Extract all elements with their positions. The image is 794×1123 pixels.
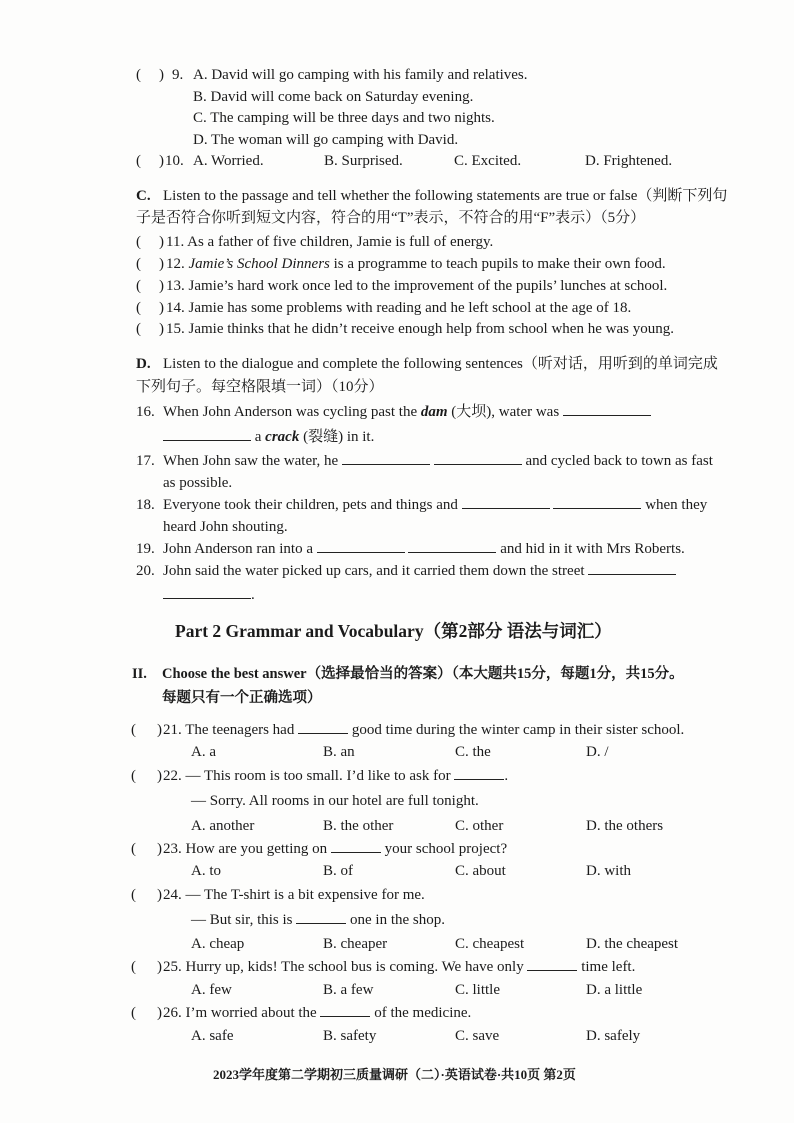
answer-blank — [454, 767, 504, 780]
option-c: C. little — [455, 982, 500, 998]
option-d: D. The woman will go camping with David. — [193, 132, 459, 148]
option-b: B. a few — [323, 982, 374, 998]
question-stem — [163, 1003, 471, 1023]
question-number: 11. — [166, 234, 185, 250]
question-13 — [0, 276, 794, 296]
question-23 — [0, 839, 794, 859]
answer-bracket-close: ) — [159, 153, 164, 169]
question-19 — [0, 539, 794, 559]
section-instruction: 下列句子。每空格限填一词）（10分） — [136, 379, 384, 395]
answer-bracket-open: ( — [131, 959, 136, 975]
question-number: 26. — [163, 1005, 182, 1021]
question-number: 20. — [136, 563, 155, 579]
question-22-reply — [0, 791, 794, 811]
answer-bracket-close: ) — [159, 321, 164, 337]
section-ii-heading-cont — [0, 688, 794, 708]
question-25 — [0, 957, 794, 977]
question-18-cont — [0, 517, 794, 537]
answer-bracket-close: ) — [157, 1005, 162, 1021]
answer-blank — [163, 586, 251, 599]
answer-bracket-open: ( — [131, 768, 136, 784]
answer-bracket-open: ( — [131, 841, 136, 857]
sentence-text: as possible. — [163, 475, 233, 491]
answer-bracket-open: ( — [136, 153, 141, 169]
statement — [166, 276, 667, 296]
answer-bracket-open: ( — [131, 887, 136, 903]
answer-blank — [296, 911, 346, 924]
sentence-text: when they — [645, 497, 708, 513]
answer-bracket-close: ) — [159, 256, 164, 272]
question-22-options — [0, 816, 794, 836]
question-21-options — [0, 742, 794, 762]
question-number: 9. — [172, 67, 184, 83]
option-a: A. another — [191, 818, 255, 834]
sentence-text: heard John shouting. — [163, 519, 288, 535]
section-label: C. — [136, 188, 151, 204]
section-instruction: Choose the best answer（选择最恰当的答案）（本大题共15分，每题1分，共15分。 — [162, 666, 684, 682]
sentence-text: and hid in it with Mrs Roberts. — [500, 541, 685, 557]
stem-text: good time during the winter camp in their sister school. — [351, 722, 685, 738]
answer-bracket-close: ) — [159, 300, 164, 316]
sentence-text: When John saw the water, he — [163, 453, 339, 469]
option-c: C. about — [455, 863, 506, 879]
option-a: A. safe — [191, 1028, 234, 1044]
section-d-heading — [0, 354, 794, 374]
question-17-cont — [0, 473, 794, 493]
question-stem — [163, 885, 425, 905]
answer-blank — [331, 840, 381, 853]
question-number: 16. — [136, 404, 155, 420]
stem-text: I’m worried about the — [185, 1005, 317, 1021]
sentence-text: John said the water picked up cars, and it carried them down the street — [163, 563, 585, 579]
statement-text: As a father of five children, Jamie is full of energy. — [187, 234, 494, 250]
section-label: D. — [136, 356, 151, 372]
stem-text: time left. — [581, 959, 636, 975]
answer-bracket-open: ( — [131, 722, 136, 738]
sentence-text: John Anderson ran into a — [163, 541, 313, 557]
key-term: dam — [420, 404, 448, 420]
option-c: C. the — [455, 744, 491, 760]
section-label: II. — [132, 666, 147, 682]
sentence — [163, 539, 685, 559]
section-instruction: 每题只有一个正确选项） — [162, 690, 322, 706]
part-2-heading — [0, 620, 794, 642]
answer-bracket-close: ) — [159, 234, 164, 250]
question-20-cont — [0, 585, 794, 605]
sentence — [163, 585, 255, 605]
question-number: 25. — [163, 959, 182, 975]
option-a: A. David will go camping with his family and relatives. — [193, 67, 528, 83]
question-number: 13. — [166, 278, 185, 294]
question-24-options — [0, 934, 794, 954]
answer-bracket-open: ( — [136, 67, 141, 83]
option-c: C. save — [455, 1028, 500, 1044]
sentence-text: a — [254, 429, 266, 445]
question-number: 12. — [166, 256, 185, 272]
option-c: C. The camping will be three days and two nights. — [193, 110, 495, 126]
question-number: 14. — [166, 300, 185, 316]
stem-text: Hurry up, kids! The school bus is coming. We have only — [185, 959, 524, 975]
question-stem — [163, 839, 507, 859]
answer-bracket-close: ) — [157, 768, 162, 784]
answer-blank — [563, 403, 651, 416]
answer-bracket-open: ( — [136, 234, 141, 250]
option-a: A. cheap — [191, 936, 245, 952]
option-b: B. Surprised. — [324, 153, 403, 169]
answer-bracket-open: ( — [136, 256, 141, 272]
statement-text: Jamie thinks that he didn’t receive enough help from school when he was young. — [188, 321, 674, 337]
option-d: D. a little — [586, 982, 643, 998]
sentence-text: (大坝), water was — [451, 404, 560, 420]
reply-text: — But sir, this is — [191, 912, 293, 928]
question-10 — [0, 151, 794, 171]
question-24 — [0, 885, 794, 905]
question-25-options — [0, 980, 794, 1000]
option-a: A. to — [191, 863, 221, 879]
option-d: D. Frightened. — [585, 153, 673, 169]
option-c: C. Excited. — [454, 153, 522, 169]
question-15 — [0, 319, 794, 339]
answer-blank — [408, 540, 496, 553]
question-23-options — [0, 861, 794, 881]
section-c-heading — [0, 186, 794, 206]
sentence — [163, 402, 651, 422]
question-16-cont — [0, 427, 794, 447]
statement — [166, 298, 631, 318]
answer-bracket-open: ( — [136, 321, 141, 337]
answer-blank — [588, 562, 676, 575]
question-14 — [0, 298, 794, 318]
question-22 — [0, 766, 794, 786]
option-d: D. with — [586, 863, 631, 879]
stem-text: The teenagers had — [185, 722, 295, 738]
stem-text: How are you getting on — [185, 841, 328, 857]
question-number: 18. — [136, 497, 155, 513]
statement — [166, 254, 666, 274]
option-d: D. / — [586, 744, 609, 760]
sentence-text: When John Anderson was cycling past the — [163, 404, 418, 420]
answer-blank — [342, 452, 430, 465]
statement-text: is a programme to teach pupils to make their own food. — [329, 256, 666, 272]
section-instruction: Listen to the passage and tell whether the following statements are true or false（判断下列句 — [163, 188, 728, 204]
page-footer — [0, 1065, 794, 1085]
sentence-text: and cycled back to town as fast — [525, 453, 713, 469]
answer-bracket-close: ) — [159, 67, 164, 83]
option-b: B. safety — [323, 1028, 377, 1044]
question-stem — [163, 720, 684, 740]
option-d: D. safely — [586, 1028, 641, 1044]
question-17 — [0, 451, 794, 471]
question-21 — [0, 720, 794, 740]
answer-blank — [163, 428, 251, 441]
stem-text: your school project? — [384, 841, 508, 857]
question-26 — [0, 1003, 794, 1023]
answer-bracket-close: ) — [159, 278, 164, 294]
option-a: A. few — [191, 982, 232, 998]
option-b: B. the other — [323, 818, 394, 834]
option-d: D. the cheapest — [586, 936, 679, 952]
answer-bracket-close: ) — [157, 959, 162, 975]
reply-text: one in the shop. — [350, 912, 445, 928]
answer-blank — [320, 1004, 370, 1017]
section-ii-heading — [0, 664, 794, 684]
question-number: 19. — [136, 541, 155, 557]
answer-bracket-open: ( — [131, 1005, 136, 1021]
answer-blank — [462, 496, 550, 509]
dialogue-reply — [191, 910, 445, 930]
question-16 — [0, 402, 794, 422]
stem-text: — This room is too small. I’d like to ask for — [185, 768, 451, 784]
question-stem — [163, 957, 635, 977]
question-26-options — [0, 1026, 794, 1046]
question-number: 22. — [163, 768, 182, 784]
answer-bracket-open: ( — [136, 300, 141, 316]
sentence-text: . — [251, 587, 255, 603]
sentence-text: (裂缝) in it. — [299, 429, 375, 445]
section-d-heading-cont — [0, 377, 794, 397]
question-24-reply — [0, 910, 794, 930]
statement — [166, 319, 674, 339]
sentence — [163, 427, 374, 447]
section-instruction: 子是否符合你听到短文内容，符合的用“T”表示，不符合的用“F”表示）（5分） — [136, 210, 646, 226]
answer-bracket-close: ) — [157, 722, 162, 738]
option-b: B. of — [323, 863, 353, 879]
question-number: 17. — [136, 453, 155, 469]
answer-blank — [317, 540, 405, 553]
option-c: C. other — [455, 818, 504, 834]
stem-text: of the medicine. — [374, 1005, 472, 1021]
question-number: 24. — [163, 887, 182, 903]
option-d: D. the others — [586, 818, 664, 834]
answer-blank — [298, 721, 348, 734]
dialogue-reply: — Sorry. All rooms in our hotel are full tonight. — [191, 793, 479, 809]
statement-text: Jamie has some problems with reading and he left school at the age of 18. — [188, 300, 632, 316]
sentence — [163, 495, 707, 515]
question-number: 10. — [165, 153, 184, 169]
question-9-option-row — [0, 108, 794, 128]
stem-text: — The T-shirt is a bit expensive for me. — [185, 887, 425, 903]
footer-text: 2023学年度第二学期初三质量调研（二）·英语试卷·共10页 第2页 — [213, 1067, 576, 1082]
option-b: B. David will come back on Saturday evening. — [193, 89, 474, 105]
question-9-option-row — [0, 87, 794, 107]
question-number: 23. — [163, 841, 182, 857]
programme-title: Jamie’s School Dinners — [188, 256, 330, 272]
question-9-option-row — [0, 130, 794, 150]
sentence — [163, 561, 676, 581]
option-a: A. a — [191, 744, 216, 760]
question-9 — [0, 65, 794, 85]
key-term: crack — [265, 429, 300, 445]
question-stem — [163, 766, 508, 786]
stem-text: . — [504, 768, 509, 784]
option-b: B. cheaper — [323, 936, 388, 952]
section-c-heading-cont — [0, 208, 794, 228]
answer-bracket-open: ( — [136, 278, 141, 294]
question-11 — [0, 232, 794, 252]
option-b: B. an — [323, 744, 355, 760]
question-number: 15. — [166, 321, 185, 337]
part-title: Part 2 Grammar and Vocabulary（第2部分 语法与词汇） — [175, 621, 612, 641]
answer-blank — [527, 958, 577, 971]
answer-blank — [434, 452, 522, 465]
question-20 — [0, 561, 794, 581]
sentence-text: Everyone took their children, pets and things and — [163, 497, 458, 513]
statement — [166, 232, 493, 252]
sentence — [163, 451, 713, 471]
question-12 — [0, 254, 794, 274]
answer-bracket-close: ) — [157, 841, 162, 857]
answer-bracket-close: ) — [157, 887, 162, 903]
statement-text: Jamie’s hard work once led to the improvement of the pupils’ lunches at school. — [188, 278, 668, 294]
question-number: 21. — [163, 722, 182, 738]
option-c: C. cheapest — [455, 936, 525, 952]
answer-blank — [553, 496, 641, 509]
question-18 — [0, 495, 794, 515]
option-a: A. Worried. — [193, 153, 264, 169]
section-instruction: Listen to the dialogue and complete the following sentences（听对话，用听到的单词完成 — [163, 356, 718, 372]
